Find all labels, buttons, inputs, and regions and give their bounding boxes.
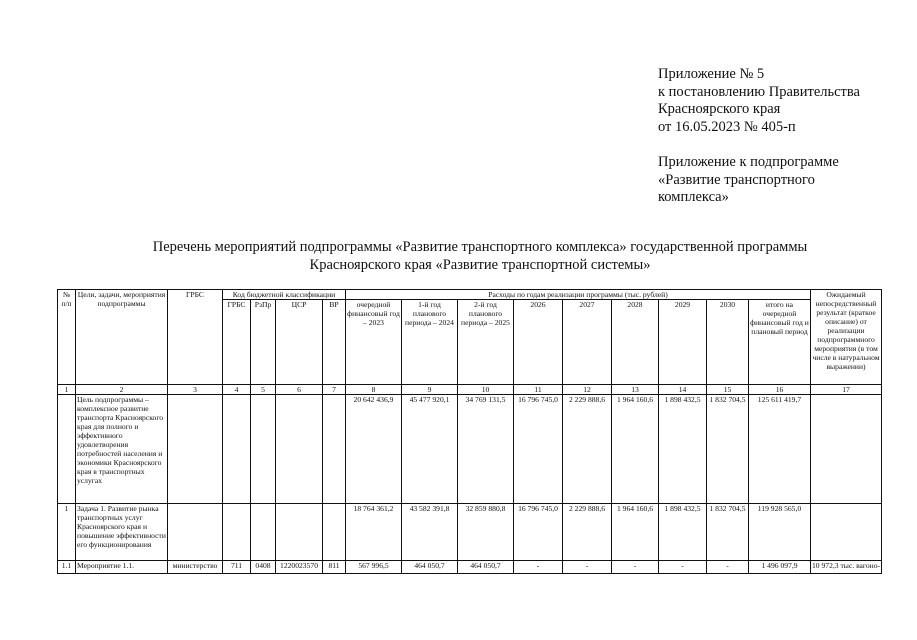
column-number: 4	[223, 385, 251, 395]
row-value-2023: 567 996,5	[346, 561, 402, 574]
row-total: 1 496 097,9	[749, 561, 811, 574]
row-code-rzpr	[251, 395, 276, 504]
column-number: 13	[612, 385, 659, 395]
row-value-2025: 32 859 880,8	[458, 504, 514, 561]
header-code-rzpr: РзПр	[251, 300, 276, 385]
row-result: 10 972,3 тыс. вагоно-	[811, 561, 882, 574]
document-title-line: Перечень мероприятий подпрограммы «Развитие транспортного комплекса» государственной программы	[152, 239, 808, 255]
appendix-header	[658, 66, 860, 225]
document-title-line: Красноярского края «Развитие транспортной системы»	[309, 257, 651, 273]
row-value-2030: 1 832 704,5	[707, 395, 749, 504]
row-code-vr	[323, 504, 346, 561]
header-year-2029: 2029	[659, 300, 707, 385]
row-value-2023: 18 764 361,2	[346, 504, 402, 561]
header-code-vr: ВР	[323, 300, 346, 385]
column-number: 7	[323, 385, 346, 395]
row-code-rzpr: 0408	[251, 561, 276, 574]
header-year-2024: 1-й год планового периода – 2024	[402, 300, 458, 385]
row-result	[811, 504, 882, 561]
row-value-2023: 20 642 436,9	[346, 395, 402, 504]
row-total: 125 611 419,7	[749, 395, 811, 504]
header-year-2023: очередной финансовый год – 2023	[346, 300, 402, 385]
column-number: 11	[514, 385, 563, 395]
row-num	[58, 395, 76, 504]
row-code-grbs: 711	[223, 561, 251, 574]
header-year-2027: 2027	[563, 300, 612, 385]
header-row	[58, 290, 882, 300]
appendix-line: комплекса»	[658, 189, 729, 205]
column-number: 3	[168, 385, 223, 395]
header-year-2026: 2026	[514, 300, 563, 385]
row-value-2029: 1 898 432,5	[659, 504, 707, 561]
header-year-2028: 2028	[612, 300, 659, 385]
row-value-2028: 1 964 160,6	[612, 504, 659, 561]
row-num: 1	[58, 504, 76, 561]
row-name: Задача 1. Развитие рынка транспортных услуг Красноярского края и повышение эффективности его функционирования	[76, 504, 168, 561]
row-value-2024: 43 582 391,8	[402, 504, 458, 561]
appendix-line: Приложение к подпрограмме	[658, 154, 839, 170]
row-code-grbs	[223, 504, 251, 561]
appendix-line: Приложение № 5	[658, 66, 765, 82]
header-year-2030: 2030	[707, 300, 749, 385]
table-row	[58, 504, 882, 561]
row-value-2030: 1 832 704,5	[707, 504, 749, 561]
row-grbs	[168, 395, 223, 504]
measures-table	[57, 289, 882, 574]
column-number-row	[58, 385, 882, 395]
row-value-2025: 34 769 131,5	[458, 395, 514, 504]
header-year-2025: 2-й год планового периода – 2025	[458, 300, 514, 385]
table-row	[58, 395, 882, 504]
column-number: 9	[402, 385, 458, 395]
row-code-rzpr	[251, 504, 276, 561]
row-code-csr	[276, 395, 323, 504]
row-value-2024: 45 477 920,1	[402, 395, 458, 504]
column-number: 2	[76, 385, 168, 395]
row-value-2029: -	[659, 561, 707, 574]
header-expenses: Расходы по годам реализации программы (тыс. рублей)	[346, 290, 811, 300]
row-value-2027: 2 229 888,6	[563, 395, 612, 504]
row-value-2028: -	[612, 561, 659, 574]
row-result	[811, 395, 882, 504]
row-value-2026: -	[514, 561, 563, 574]
header-num: № п/п	[58, 290, 76, 385]
column-number: 12	[563, 385, 612, 395]
row-value-2029: 1 898 432,5	[659, 395, 707, 504]
column-number: 6	[276, 385, 323, 395]
row-code-csr: 1220023570	[276, 561, 323, 574]
column-number: 15	[707, 385, 749, 395]
header-grbs: ГРБС	[168, 290, 223, 385]
header-budget-code: Код бюджетной классификации	[223, 290, 346, 300]
column-number: 16	[749, 385, 811, 395]
header-goals: Цели, задачи, мероприятия подпрограммы	[76, 290, 168, 385]
appendix-resolution-block	[658, 66, 860, 136]
column-number: 5	[251, 385, 276, 395]
row-name: Цель подпрограммы – комплексное развитие транспорта Красноярского края для полного и эффективного удовлетворения потребностей населения и экономики Красноярского края в транспортных услугах	[76, 395, 168, 504]
row-value-2028: 1 964 160,6	[612, 395, 659, 504]
column-number: 17	[811, 385, 882, 395]
row-code-vr	[323, 395, 346, 504]
row-code-csr	[276, 504, 323, 561]
column-number: 10	[458, 385, 514, 395]
header-code-grbs: ГРБС	[223, 300, 251, 385]
row-value-2025: 464 050,7	[458, 561, 514, 574]
appendix-line: Красноярского края	[658, 101, 781, 117]
document-title	[40, 238, 917, 274]
header-total: итого на очередной финансовый год и плановый период	[749, 300, 811, 385]
appendix-line: от 16.05.2023 № 405-п	[658, 118, 796, 135]
row-value-2024: 464 050,7	[402, 561, 458, 574]
row-value-2027: 2 229 888,6	[563, 504, 612, 561]
row-value-2030: -	[707, 561, 749, 574]
column-number: 14	[659, 385, 707, 395]
row-value-2026: 16 796 745,0	[514, 504, 563, 561]
row-code-grbs	[223, 395, 251, 504]
row-num: 1.1	[58, 561, 76, 574]
table-row	[58, 561, 882, 574]
column-number: 1	[58, 385, 76, 395]
row-name: Мероприятие 1.1.	[76, 561, 168, 574]
row-grbs: министерство	[168, 561, 223, 574]
column-number: 8	[346, 385, 402, 395]
row-value-2027: -	[563, 561, 612, 574]
row-value-2026: 16 796 745,0	[514, 395, 563, 504]
appendix-subprogram-block	[658, 154, 860, 207]
header-code-csr: ЦСР	[276, 300, 323, 385]
row-code-vr: 811	[323, 561, 346, 574]
appendix-line: «Развитие транспортного	[658, 171, 815, 188]
appendix-line: к постановлению Правительства	[658, 83, 860, 100]
header-result: Ожидаемый непосредственный результат (краткое описание) от реализации подпрограммного мероприятия (в том числе в натуральном выражении)	[811, 290, 882, 385]
row-grbs	[168, 504, 223, 561]
row-total: 119 928 565,0	[749, 504, 811, 561]
